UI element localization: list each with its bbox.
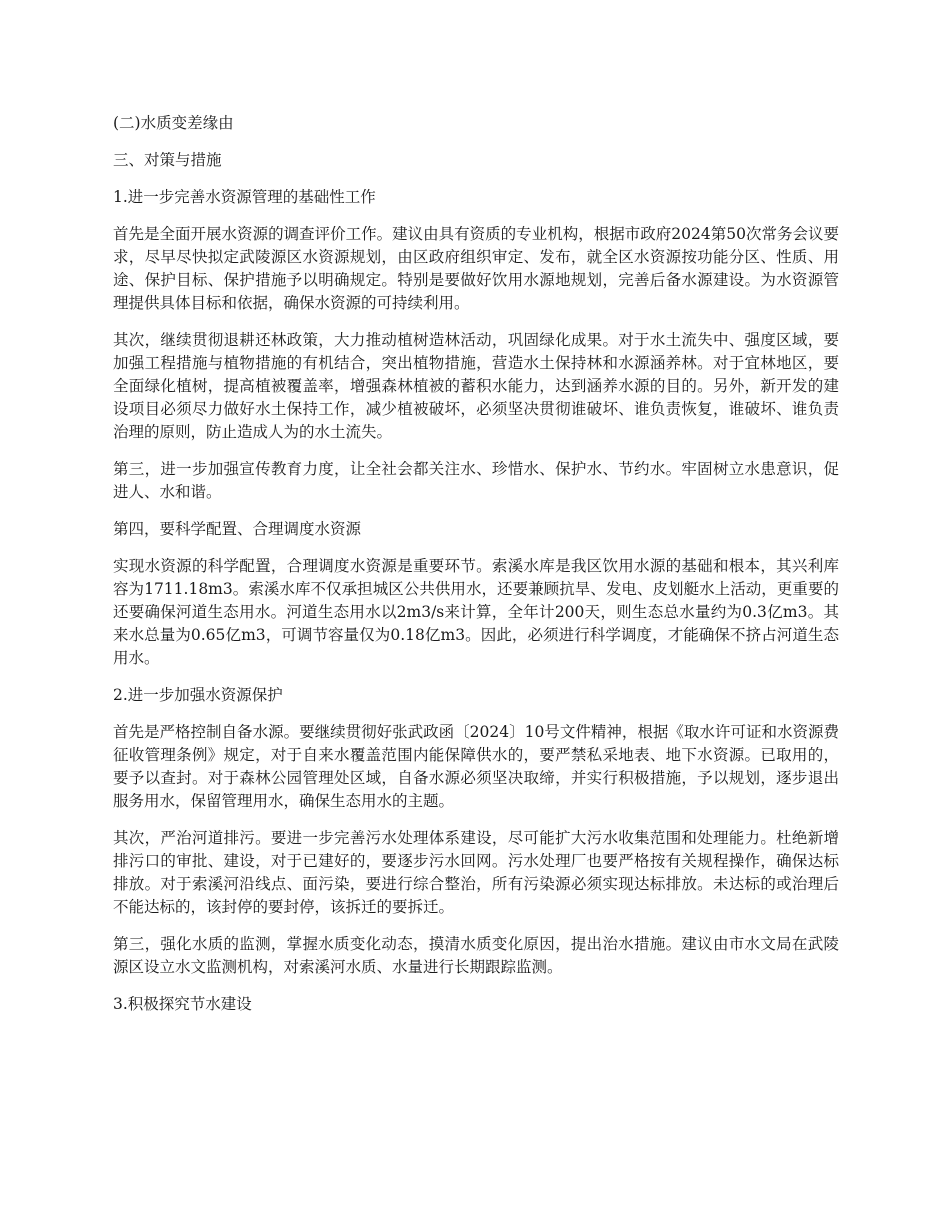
paragraph-allocation: 实现水资源的科学配置，合理调度水资源是重要环节。索溪水库是我区饮用水源的基础和根本，其兴利库容为1711.18m3。索溪水库不仅承担城区公共供用水，还要兼顾抗旱、发电、皮划艇水上活动，更重要的还要确保河道生态用水。河道生态用水以2m3/s来计算，全年计200天，则生态总水量约为0.3亿m3。其来水总量为0.65亿m3，可调节容量仅为0.18亿m3。因此，必须进行科学调度，才能确保不挤占河道生态用水。 [113,557,839,667]
subsection-heading-allocation: 第四，要科学配置、合理调度水资源 [113,520,362,538]
paragraph-monitoring: 第三，强化水质的监测，掌握水质变化动态，摸清水质变化原因，提出治水措施。建议由市水文局在武陵源区设立水文监测机构，对索溪河水质、水量进行长期跟踪监测。 [113,935,839,976]
paragraph-sewage: 其次，严治河道排污。要进一步完善污水处理体系建设，尽可能扩大污水收集范围和处理能力。杜绝新增排污口的审批、建设，对于已建好的，要逐步污水回网。污水处理厂也要严格按有关规程操作，确保达标排放。对于索溪河沿线点、面污染，要进行综合整治，所有污染源必须实现达标排放。未达标的或治理后不能达标的，该封停的要封停，该拆迁的要拆迁。 [113,829,839,916]
paragraph-reforestation: 其次，继续贯彻退耕还林政策，大力推动植树造林活动，巩固绿化成果。对于水土流失中、强度区域，要加强工程措施与植物措施的有机结合，突出植物措施，营造水土保持林和水源涵养林。对于宜林地区，要全面绿化植树，提高植被覆盖率，增强森林植被的蓄积水能力，达到涵养水源的目的。另外，新开发的建设项目必须尽力做好水土保持工作，减少植被破坏，必须坚决贯彻谁破坏、谁负责恢复，谁破坏、谁负责治理的原则，防止造成人为的水土流失。 [113,331,839,441]
subsection-heading-1: 1.进一步完善水资源管理的基础性工作 [113,188,376,206]
section-heading-water-quality-causes: (二)水质变差缘由 [113,114,234,132]
paragraph-survey-evaluation: 首先是全面开展水资源的调查评价工作。建议由具有资质的专业机构，根据市政府2024第50次常务会议要求，尽早尽快拟定武陵源区水资源规划，由区政府组织审定、发布，就全区水资源按功能分区、性质、用途、保护目标、保护措施予以明确规定。特别是要做好饮用水源地规划，完善后备水源建设。为水资源管理提供具体目标和依据，确保水资源的可持续利用。 [113,225,839,312]
paragraph-publicity: 第三，进一步加强宣传教育力度，让全社会都关注水、珍惜水、保护水、节约水。牢固树立水患意识，促进人、水和谐。 [113,460,839,501]
subsection-heading-2: 2.进一步加强水资源保护 [113,686,283,704]
document-page [113,112,839,1030]
subsection-heading-3: 3.积极探究节水建设 [113,995,252,1013]
paragraph-self-supply: 首先是严格控制自备水源。要继续贯彻好张武政函〔2024〕10号文件精神，根据《取水许可证和水资源费征收管理条例》规定，对于自来水覆盖范围内能保障供水的，要严禁私采地表、地下水资源。已取用的，要予以查封。对于森林公园管理处区域，自备水源必须坚决取缔，并实行积极措施，予以规划，逐步退出服务用水，保留管理用水，确保生态用水的主题。 [113,723,839,810]
section-heading-countermeasures: 三、对策与措施 [113,151,222,169]
